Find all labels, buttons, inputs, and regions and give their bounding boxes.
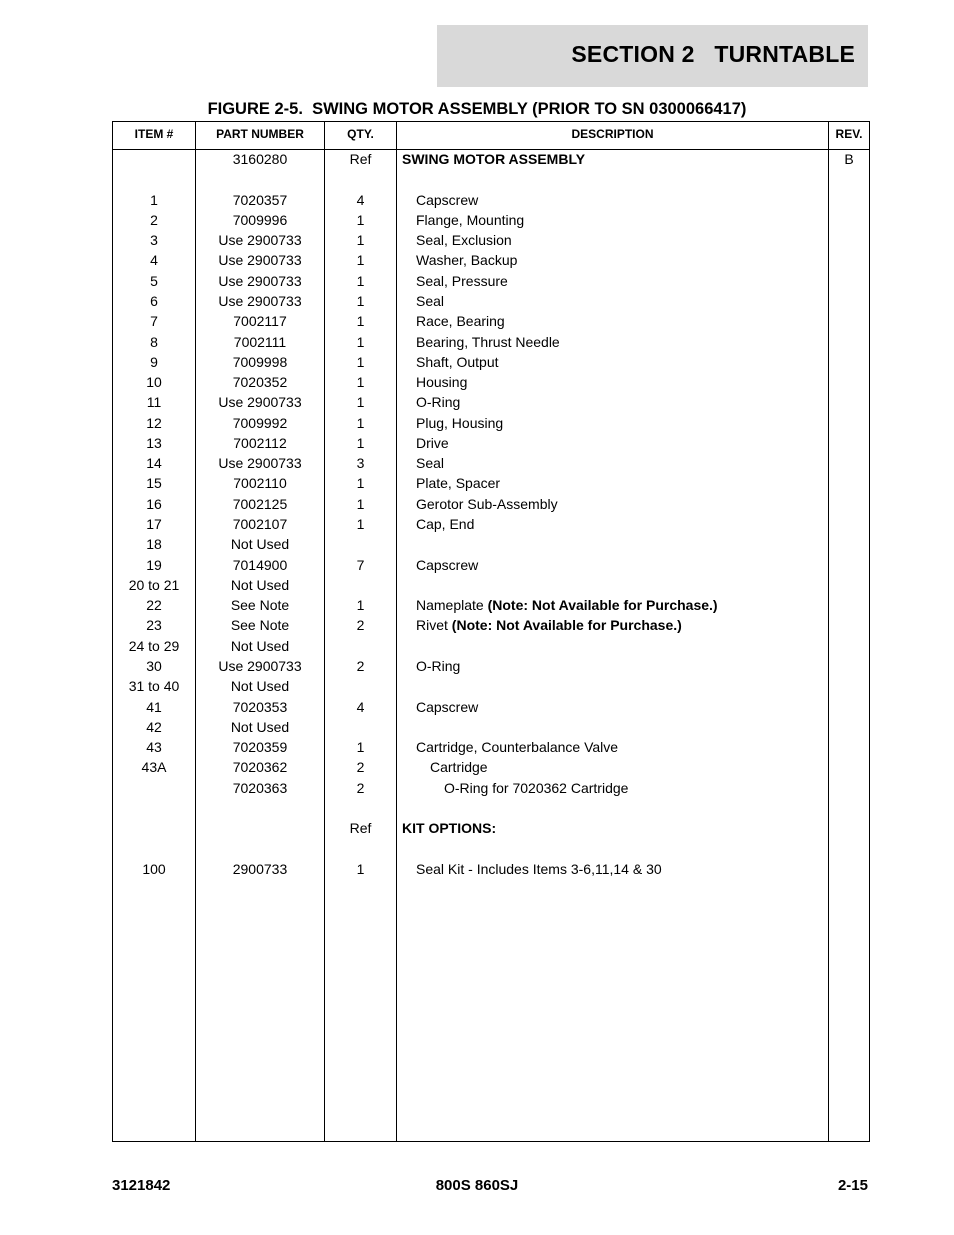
item-number-cell: 42 xyxy=(146,718,162,735)
item-number-cell: 1 xyxy=(150,191,158,208)
item-number-cell: 43 xyxy=(146,739,162,756)
item-number-cell: 13 xyxy=(146,434,162,451)
description-text: O-Ring for 7020362 Cartridge xyxy=(444,779,629,796)
description-cell xyxy=(402,292,846,310)
description-cell xyxy=(402,150,832,168)
section-header xyxy=(437,25,868,87)
quantity-cell: 1 xyxy=(356,211,365,228)
quantity-cell: 1 xyxy=(356,739,365,756)
description-cell xyxy=(402,860,846,878)
description-text: SWING MOTOR ASSEMBLY xyxy=(402,151,586,167)
part-number-cell: 7020357 xyxy=(232,191,288,208)
description-cell xyxy=(402,251,846,269)
part-number-cell: 7014900 xyxy=(232,556,288,573)
item-number-cell: 43A xyxy=(141,759,167,776)
item-number-cell: 16 xyxy=(146,495,162,512)
quantity-cell: 1 xyxy=(356,272,365,289)
table-row xyxy=(113,373,869,393)
description-text: Housing xyxy=(416,374,468,391)
description-note: (Note: Not Available for Purchase.) xyxy=(487,597,718,614)
part-number-cell: Use 2900733 xyxy=(218,232,302,249)
column-header-rev: REV. xyxy=(835,127,863,141)
part-number-cell: Not Used xyxy=(230,536,290,553)
item-number-cell: 5 xyxy=(150,272,158,289)
table-row xyxy=(113,414,869,434)
item-number-cell: 17 xyxy=(146,516,162,533)
table-row xyxy=(113,515,869,535)
description-cell xyxy=(402,272,846,290)
column-header-part-number: PART NUMBER xyxy=(216,127,304,141)
table-row xyxy=(113,333,869,353)
item-number-cell: 6 xyxy=(150,292,158,309)
table-row xyxy=(113,677,869,697)
part-number-cell: Use 2900733 xyxy=(218,394,302,411)
item-number-cell: 9 xyxy=(150,353,158,370)
table-row xyxy=(113,698,869,718)
description-cell xyxy=(402,698,846,716)
table-row xyxy=(113,758,869,778)
quantity-cell: 1 xyxy=(356,516,365,533)
item-number-cell: 14 xyxy=(146,455,162,472)
table-row xyxy=(113,150,869,170)
quantity-cell: 1 xyxy=(356,333,365,350)
description-text: Cartridge, Counterbalance Valve xyxy=(416,739,619,756)
part-number-cell: 7020353 xyxy=(232,698,288,715)
description-text: Capscrew xyxy=(416,698,479,715)
quantity-cell: 2 xyxy=(356,779,365,796)
quantity-cell: 1 xyxy=(356,414,365,431)
section-title: SECTION 2 TURNTABLE xyxy=(571,41,855,67)
table-row xyxy=(113,495,869,515)
item-number-cell: 10 xyxy=(146,374,162,391)
table-row xyxy=(113,860,869,880)
item-number-cell: 12 xyxy=(146,414,162,431)
description-text: Bearing, Thrust Needle xyxy=(416,333,560,350)
description-text: Seal Kit - Includes Items 3-6,11,14 & 30 xyxy=(416,860,662,877)
item-number-cell: 41 xyxy=(146,698,162,715)
quantity-cell: 1 xyxy=(356,232,365,249)
item-number-cell: 22 xyxy=(146,597,162,614)
table-row xyxy=(113,718,869,738)
description-cell xyxy=(402,353,846,371)
item-number-cell: 30 xyxy=(146,658,162,674)
description-cell xyxy=(402,758,860,776)
description-cell xyxy=(402,616,846,634)
table-row xyxy=(113,576,869,596)
description-text: Washer, Backup xyxy=(416,252,518,269)
item-number-cell: 11 xyxy=(146,394,162,411)
quantity-cell: 2 xyxy=(356,658,365,674)
part-number-cell: 7009996 xyxy=(232,211,288,228)
item-number-cell: 18 xyxy=(146,536,162,553)
description-cell xyxy=(402,596,846,614)
quantity-cell: 4 xyxy=(356,698,365,715)
part-number-cell: Not Used xyxy=(230,576,290,593)
description-note: (Note: Not Available for Purchase.) xyxy=(451,617,682,634)
description-cell xyxy=(402,556,846,574)
column-header-description: DESCRIPTION xyxy=(571,127,654,141)
description-cell xyxy=(402,454,846,472)
part-number-cell: Not Used xyxy=(230,678,290,695)
part-number-cell: Use 2900733 xyxy=(218,292,302,309)
table-row xyxy=(113,738,869,758)
item-number-cell: 23 xyxy=(146,617,162,634)
item-number-cell: 8 xyxy=(150,333,158,350)
quantity-cell: 1 xyxy=(356,394,365,411)
table-row xyxy=(113,353,869,373)
table-row xyxy=(113,474,869,494)
item-number-cell: 15 xyxy=(146,475,162,492)
table-row xyxy=(113,191,869,211)
figure-title: FIGURE 2-5. SWING MOTOR ASSEMBLY (PRIOR TO SN 0300066417) xyxy=(207,100,747,118)
description-text: Flange, Mounting xyxy=(416,211,525,228)
table-row xyxy=(113,819,869,839)
description-cell xyxy=(402,515,846,533)
part-number-cell: Not Used xyxy=(230,718,290,735)
description-text: Race, Bearing xyxy=(416,313,505,330)
table-row xyxy=(113,556,869,576)
item-number-cell: 31 to 40 xyxy=(128,678,180,695)
description-text: Capscrew xyxy=(416,556,479,573)
part-number-cell: 7002110 xyxy=(233,475,287,492)
description-text: Rivet xyxy=(416,617,452,634)
part-number-cell: Use 2900733 xyxy=(218,252,302,269)
description-text: Gerotor Sub-Assembly xyxy=(416,495,558,512)
table-row xyxy=(113,272,869,292)
part-number-cell: 7020363 xyxy=(232,779,288,796)
quantity-cell: 1 xyxy=(356,292,365,309)
quantity-cell: 2 xyxy=(356,759,365,776)
part-number-cell: Use 2900733 xyxy=(218,455,302,472)
part-number-cell: 3160280 xyxy=(232,151,288,167)
description-cell xyxy=(402,414,846,432)
description-text: Shaft, Output xyxy=(416,353,499,370)
table-row xyxy=(113,292,869,312)
quantity-cell: 1 xyxy=(356,495,365,512)
item-number-cell: 7 xyxy=(150,313,158,330)
description-cell xyxy=(402,434,846,452)
quantity-cell: 3 xyxy=(356,455,365,472)
quantity-cell: 1 xyxy=(356,860,365,877)
column-header-qty: QTY. xyxy=(347,127,374,141)
parts-table xyxy=(112,121,870,1142)
description-cell xyxy=(402,779,874,797)
description-text: Seal, Exclusion xyxy=(416,232,512,249)
table-row xyxy=(113,535,869,555)
description-cell xyxy=(402,738,846,756)
part-number-cell: 7002125 xyxy=(232,495,288,512)
description-text: Seal, Pressure xyxy=(416,272,508,289)
table-row xyxy=(113,393,869,413)
table-row xyxy=(113,596,869,616)
table-row xyxy=(113,312,869,332)
description-text: Capscrew xyxy=(416,191,479,208)
description-text: Cartridge xyxy=(430,759,488,776)
description-text: Plug, Housing xyxy=(416,414,504,431)
description-cell xyxy=(402,819,832,837)
item-number-cell: 20 to 21 xyxy=(128,576,180,593)
description-text: O-Ring xyxy=(416,394,461,411)
part-number-cell: 7009992 xyxy=(232,414,288,431)
description-text: Cap, End xyxy=(416,516,475,533)
part-number-cell: 7002112 xyxy=(233,434,287,451)
footer-document-number: 3121842 xyxy=(112,1177,171,1194)
part-number-cell: 7020352 xyxy=(232,374,288,391)
table-row xyxy=(113,454,869,474)
part-number-cell: 7009998 xyxy=(232,353,288,370)
table-row xyxy=(113,211,869,231)
quantity-cell: 1 xyxy=(356,353,365,370)
part-number-cell: See Note xyxy=(230,597,290,614)
part-number-cell: Use 2900733 xyxy=(218,658,302,674)
quantity-cell: 1 xyxy=(356,374,365,391)
table-row xyxy=(113,616,869,636)
part-number-cell: 7020362 xyxy=(232,759,288,776)
description-cell xyxy=(402,474,846,492)
table-row xyxy=(113,779,869,799)
item-number-cell: 100 xyxy=(142,860,166,877)
column-header-item: ITEM # xyxy=(134,127,174,141)
footer-model: 800S 860SJ xyxy=(435,1177,519,1194)
quantity-cell: 1 xyxy=(356,434,365,451)
description-text: Plate, Spacer xyxy=(416,475,501,492)
table-row xyxy=(113,657,869,677)
description-text: KIT OPTIONS: xyxy=(402,820,497,837)
quantity-cell: 1 xyxy=(356,475,365,492)
part-number-cell: See Note xyxy=(230,617,290,634)
part-number-cell: Not Used xyxy=(230,637,290,654)
quantity-cell: 1 xyxy=(356,252,365,269)
part-number-cell: 2900733 xyxy=(232,860,288,877)
quantity-cell: 1 xyxy=(356,313,365,330)
quantity-cell: 4 xyxy=(356,191,365,208)
table-row xyxy=(113,434,869,454)
quantity-cell: 2 xyxy=(356,617,365,634)
table-row xyxy=(113,251,869,271)
quantity-cell: Ref xyxy=(349,820,372,837)
part-number-cell: 7020359 xyxy=(232,739,288,756)
description-cell xyxy=(402,393,846,411)
description-cell xyxy=(402,373,846,391)
description-cell xyxy=(402,191,846,209)
description-text: Seal xyxy=(416,455,445,472)
part-number-cell: Use 2900733 xyxy=(218,272,302,289)
item-number-cell: 24 to 29 xyxy=(128,637,180,654)
description-cell xyxy=(402,211,846,229)
footer-page-number: 2-15 xyxy=(837,1177,868,1194)
quantity-cell: Ref xyxy=(349,151,372,167)
description-text: Nameplate xyxy=(416,597,488,614)
description-cell xyxy=(402,333,846,351)
table-row xyxy=(113,637,869,657)
revision-cell: B xyxy=(844,151,854,167)
item-number-cell: 2 xyxy=(150,211,158,228)
description-text: Seal xyxy=(416,292,445,309)
description-text: O-Ring xyxy=(416,658,461,674)
part-number-cell: 7002111 xyxy=(233,333,287,350)
item-number-cell: 4 xyxy=(150,252,158,269)
table-row xyxy=(113,231,869,251)
description-cell xyxy=(402,231,846,249)
item-number-cell: 3 xyxy=(150,232,158,249)
description-text: Drive xyxy=(416,434,449,451)
quantity-cell: 7 xyxy=(356,556,365,573)
item-number-cell: 19 xyxy=(146,556,162,573)
part-number-cell: 7002117 xyxy=(233,313,287,330)
description-cell xyxy=(402,657,846,675)
description-cell xyxy=(402,312,846,330)
part-number-cell: 7002107 xyxy=(232,516,288,533)
description-cell xyxy=(402,495,846,513)
quantity-cell: 1 xyxy=(356,597,365,614)
